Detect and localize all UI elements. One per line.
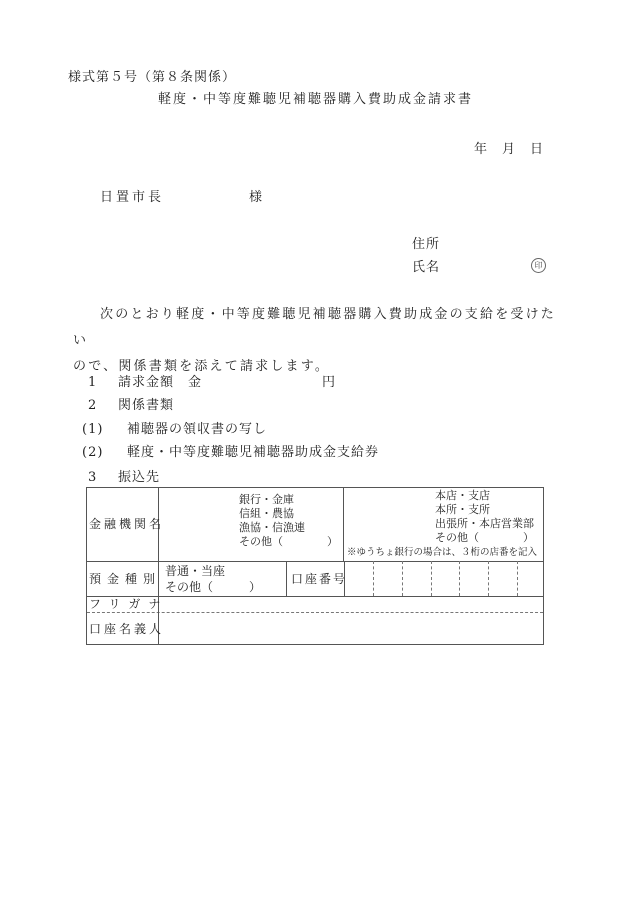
furigana-input[interactable] [160,597,540,611]
deposit-type-other[interactable]: その他（ ） [165,580,262,594]
account-holder-label: 口座名義人 [89,622,165,636]
item-label: 関係書類 [118,398,175,413]
yen-unit: 円 [322,375,336,390]
furigana-label: フリガナ [89,597,169,611]
item-claim-amount [88,371,202,390]
deposit-type-label: 預金種別 [89,572,162,586]
row-divider [87,561,543,562]
item-label: 振込先 [118,470,161,485]
subitem-label: 軽度・中等度難聴児補聴器助成金支給券 [127,445,380,460]
document-title: 軽度・中等度難聴児補聴器購入費助成金請求書 [158,92,474,107]
item-number: 1 [88,375,98,390]
account-number-label: 口座番号 [291,572,348,586]
item-number: 2 [88,398,98,413]
account-holder-input[interactable] [160,615,540,643]
digit-divider [373,561,374,596]
name-label: 氏名 [412,260,441,275]
bank-type-other[interactable]: その他（ ） [239,535,338,548]
statement-line-1: 次のとおり軽度・中等度難聴児補聴器購入費助成金の支給を受けたい [73,307,557,348]
row-divider-dashed [87,612,543,613]
item-related-documents [88,394,174,413]
deposit-type-1[interactable]: 普通・当座 [165,564,226,578]
digit-divider [517,561,518,596]
bank-type-3[interactable]: 漁協・信漁連 [239,521,305,534]
branch-type-3[interactable]: 出張所・本店営業部 [435,517,534,530]
item-label: 請求金額 金 [118,375,203,390]
digit-divider [402,561,403,596]
subitem-receipt-copy [82,418,267,437]
request-statement [73,302,568,380]
bank-type-2[interactable]: 信組・農協 [239,507,294,520]
bank-type-1[interactable]: 銀行・金庫 [239,493,294,506]
subitem-number: (1) [82,422,104,437]
addressee-honorific: 様 [249,190,264,205]
subitem-label: 補聴器の領収書の写し [127,422,268,437]
form-number: 様式第５号（第８条関係） [68,70,237,85]
address-label: 住所 [412,237,441,252]
seal-icon: 印 [531,258,546,273]
addressee-name: 日置市長 [100,190,165,205]
date-field: 年 月 日 [474,142,545,157]
digit-divider [459,561,460,596]
branch-type-1[interactable]: 本店・支店 [435,489,490,502]
branch-type-2[interactable]: 本所・支所 [435,503,490,516]
bank-transfer-table [86,487,544,645]
subitem-number: (2) [82,445,104,460]
digit-divider [488,561,489,596]
item-number: 3 [88,470,98,485]
branch-type-other[interactable]: その他（ ） [435,531,534,544]
column-divider [343,488,344,561]
item-transfer-destination [88,466,160,485]
column-divider [286,561,287,596]
statement-line-2: ので、関係書類を添えて請求します。 [73,359,331,374]
digit-divider [431,561,432,596]
subitem-voucher [82,441,379,460]
yucho-note: ※ゆうちょ銀行の場合は、３桁の店番を記入 [347,547,538,558]
bank-name-label: 金融機関名 [89,517,165,531]
column-divider [158,488,159,644]
